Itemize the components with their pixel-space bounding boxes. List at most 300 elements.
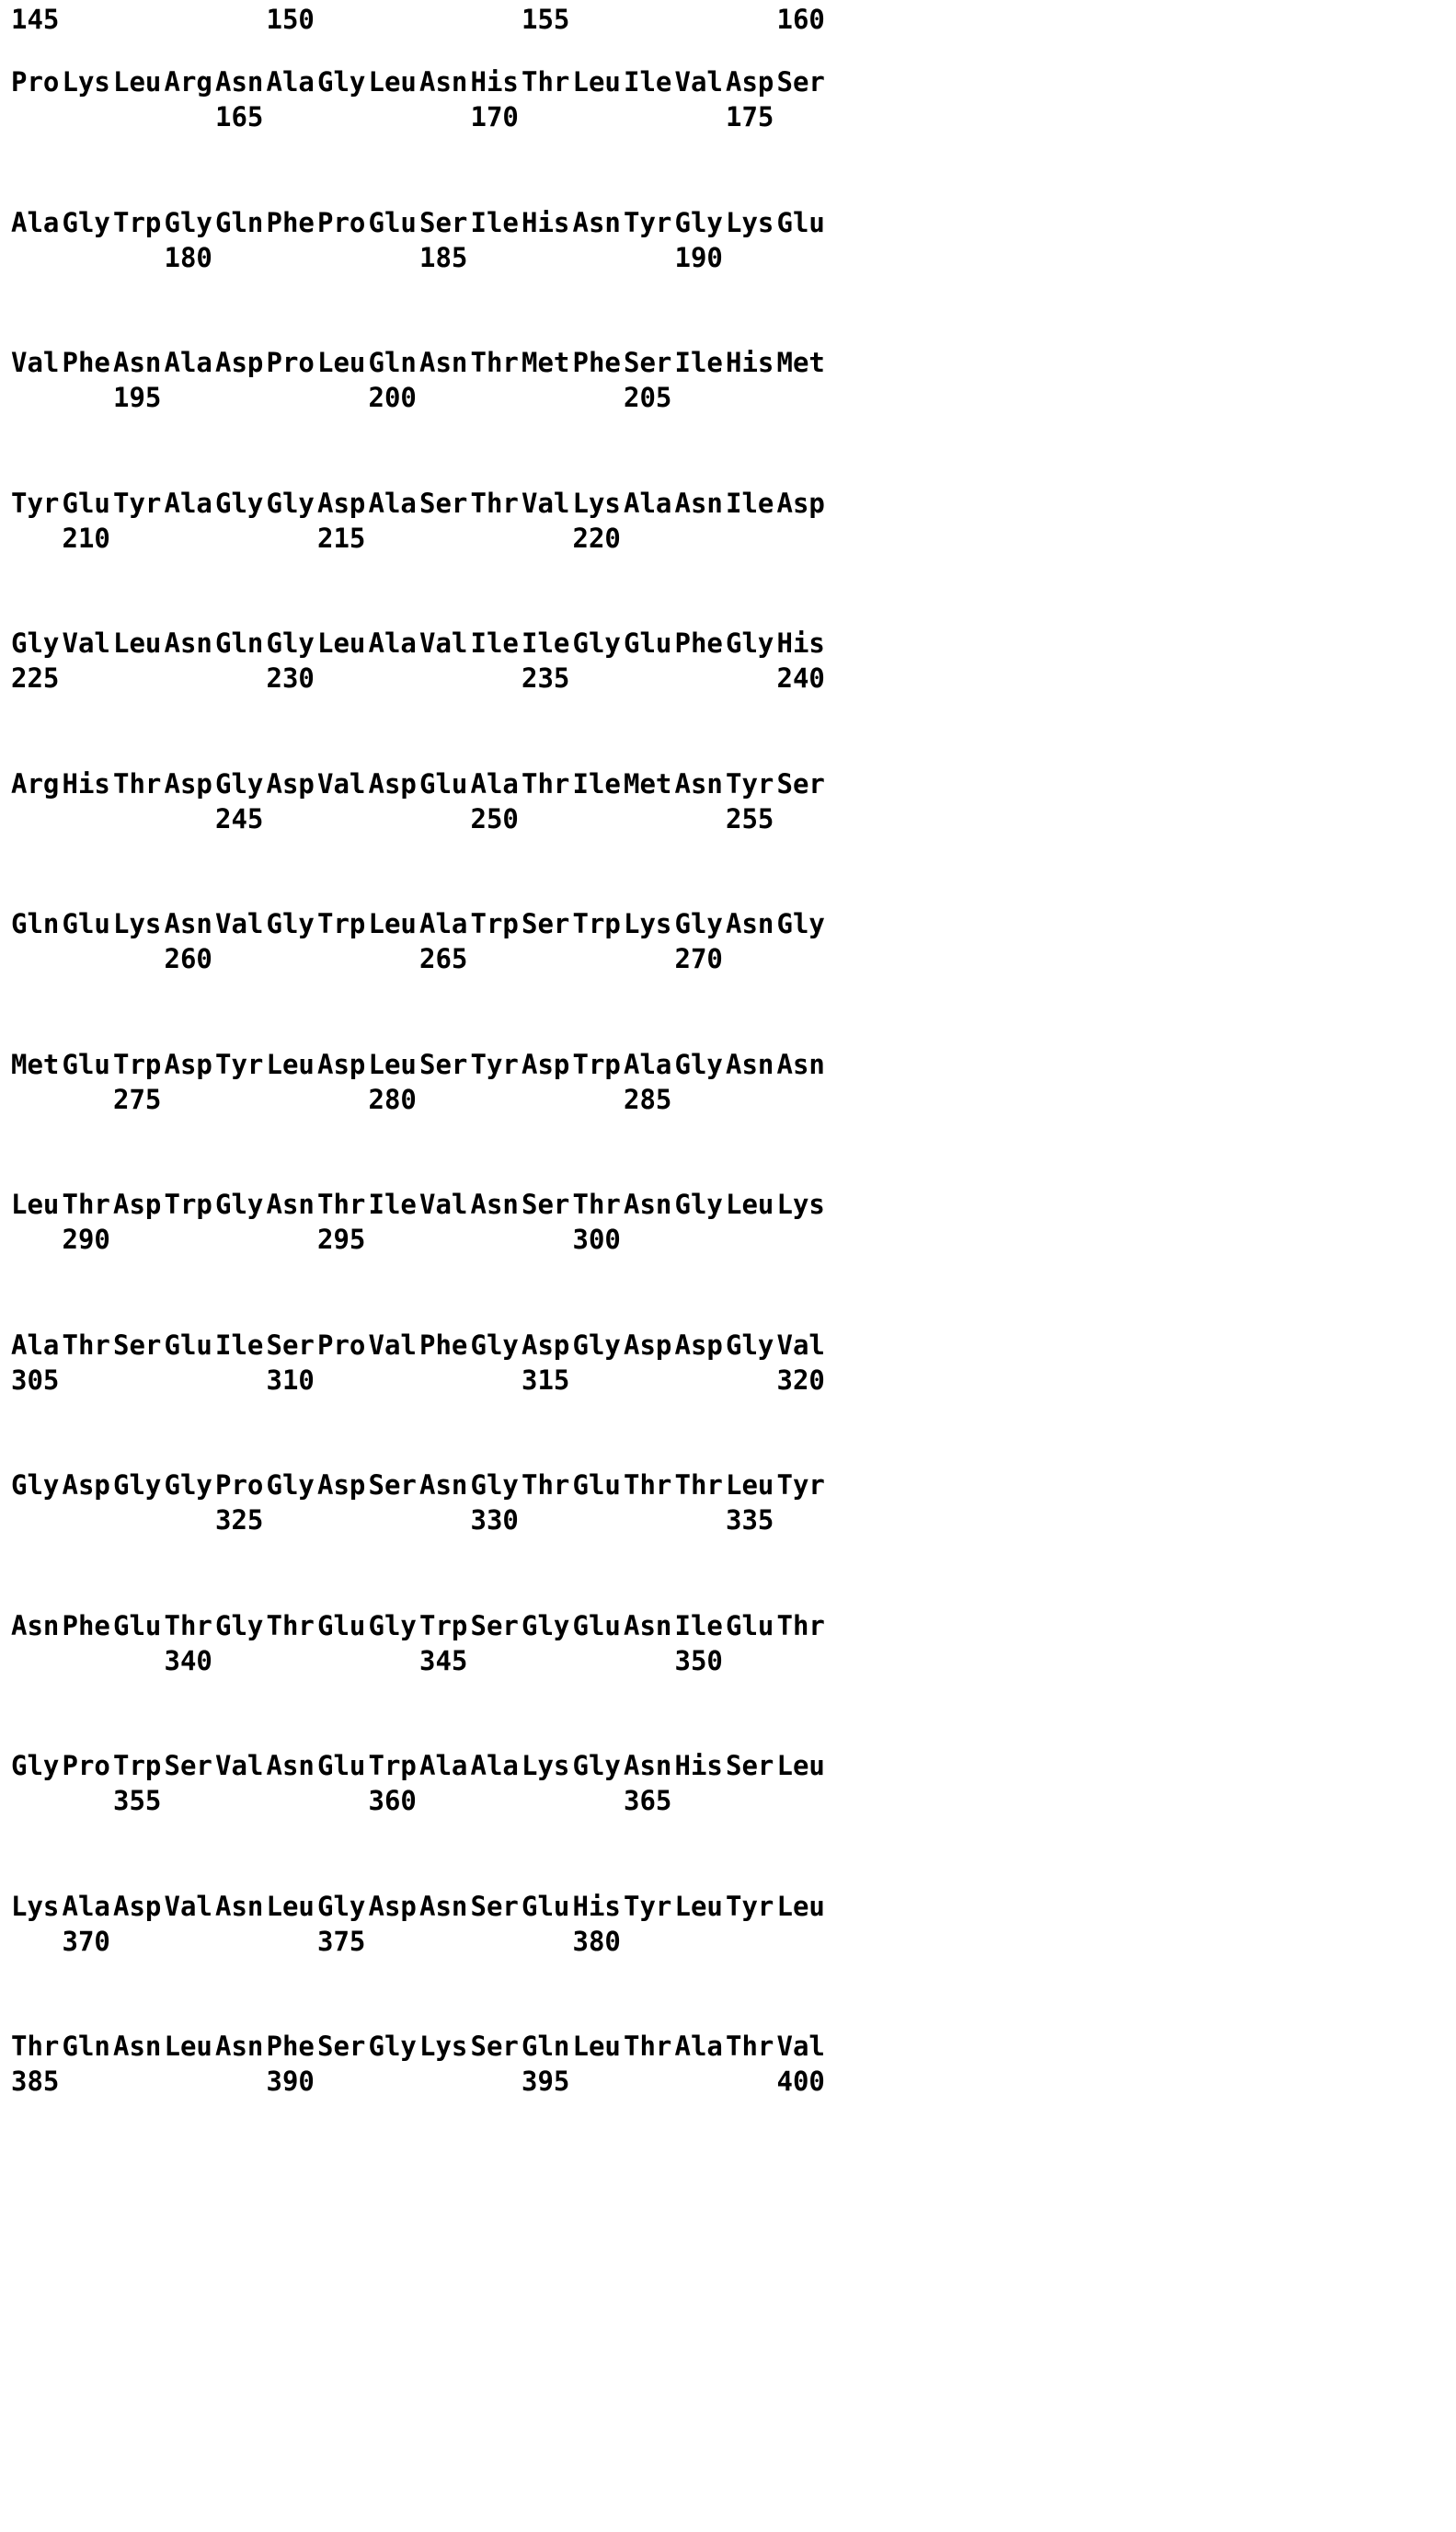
residue: Asn (726, 1048, 774, 1080)
residue: Val (419, 1189, 468, 1220)
residue: Lys (572, 487, 621, 519)
residue: Ile (470, 206, 519, 238)
residue: Gly (572, 1750, 621, 1781)
residue: Asp (522, 1048, 570, 1080)
residue: Gly (368, 1609, 417, 1641)
residue: His (572, 1890, 621, 1922)
residue: Ile (674, 1609, 723, 1641)
residue: Asn (215, 66, 264, 98)
residue: Gly (674, 206, 723, 238)
residue: Gly (11, 1750, 60, 1781)
position-number: 285 (624, 1083, 672, 1115)
residue: Asn (624, 1189, 672, 1220)
residue: Asn (164, 908, 212, 939)
residue: Ile (674, 347, 723, 378)
residue: Asn (624, 1750, 672, 1781)
residue: Thr (624, 1469, 672, 1501)
residue: Glu (62, 908, 110, 939)
residue: Glu (317, 1609, 366, 1641)
residue: Ile (470, 627, 519, 659)
residue: Asp (368, 1890, 417, 1922)
residue: Asn (419, 1469, 468, 1501)
residue: Asp (164, 1048, 212, 1080)
residue: Asp (113, 1890, 162, 1922)
residue: Thr (522, 66, 570, 98)
residue: Ala (419, 1750, 468, 1781)
position-number: 280 (368, 1083, 417, 1115)
sequence-line (0, 627, 1456, 694)
residue: Leu (113, 66, 162, 98)
residue: Thr (522, 1469, 570, 1501)
sequence-line (0, 908, 1456, 974)
residue: Val (776, 2031, 825, 2062)
residue: Thr (266, 1609, 315, 1641)
residue: Tyr (215, 1048, 264, 1080)
residue: Asp (317, 487, 366, 519)
residue: Lys (726, 206, 774, 238)
residue: Phe (266, 206, 315, 238)
position-number: 245 (215, 802, 264, 834)
residue: Asp (164, 767, 212, 800)
residue: Ser (522, 908, 570, 939)
position-number: 250 (470, 802, 519, 834)
residue: Asn (470, 1189, 519, 1220)
residue: Ala (624, 1048, 672, 1080)
residue: Gln (522, 2031, 570, 2062)
residue: Glu (522, 1890, 570, 1922)
position-number: 155 (522, 4, 570, 35)
residue: Leu (776, 1890, 825, 1922)
residue: Ser (113, 1329, 162, 1361)
residue: Val (674, 66, 723, 98)
residue: Val (215, 1750, 264, 1781)
residue: Glu (419, 767, 468, 800)
residue: Leu (317, 347, 366, 378)
residue: Glu (368, 206, 417, 238)
residue: Trp (317, 908, 366, 939)
residue: Ile (726, 487, 774, 519)
residue: Trp (113, 1048, 162, 1080)
residue: Ser (317, 2031, 366, 2062)
position-number: 350 (674, 1644, 723, 1676)
residue: Gly (62, 206, 110, 238)
residue: His (726, 347, 774, 378)
residue: His (470, 66, 519, 98)
residue: Asp (674, 1329, 723, 1361)
position-number: 255 (726, 802, 774, 834)
residue: Gly (522, 1609, 570, 1641)
residue: Glu (624, 627, 672, 659)
position-number: 220 (572, 522, 621, 554)
residue: Val (419, 627, 468, 659)
residue: Gly (164, 206, 212, 238)
position-number: 390 (266, 2066, 315, 2097)
residue: Leu (317, 627, 366, 659)
residue: Val (164, 1890, 212, 1922)
residue: Ile (215, 1329, 264, 1361)
residue: Gly (368, 2031, 417, 2062)
residue: Leu (726, 1189, 774, 1220)
position-number: 215 (317, 522, 366, 554)
residue: Gly (11, 1469, 60, 1501)
position-number: 235 (522, 662, 570, 694)
position-number: 300 (572, 1224, 621, 1255)
residue: Arg (164, 66, 212, 98)
residue: Ile (572, 767, 621, 800)
position-number: 345 (419, 1644, 468, 1676)
residue: Gln (62, 2031, 110, 2062)
residue: Pro (215, 1469, 264, 1501)
residue: Met (624, 767, 672, 800)
residue: Leu (164, 2031, 212, 2062)
residue: Ala (62, 1890, 110, 1922)
residue: Gln (215, 627, 264, 659)
residue: His (674, 1750, 723, 1781)
residue: Gly (674, 908, 723, 939)
residue: Ala (624, 487, 672, 519)
residue: Gly (11, 627, 60, 659)
residue: Leu (368, 908, 417, 939)
residue: Gly (470, 1469, 519, 1501)
residue: Thr (674, 1469, 723, 1501)
residue: Phe (62, 347, 110, 378)
residue: Asn (266, 1189, 315, 1220)
residue: Ala (470, 1750, 519, 1781)
residue: Val (11, 347, 60, 378)
position-number: 165 (215, 101, 264, 132)
residue: Lys (11, 1890, 60, 1922)
position-number: 225 (11, 662, 60, 694)
residue: Trp (572, 908, 621, 939)
residue: Val (522, 487, 570, 519)
residue: Leu (11, 1189, 60, 1220)
position-number: 160 (776, 4, 825, 35)
residue: Trp (572, 1048, 621, 1080)
residue: Lys (419, 2031, 468, 2062)
residue: Leu (674, 1890, 723, 1922)
residue: Leu (266, 1048, 315, 1080)
residue: Asp (624, 1329, 672, 1361)
residue: Thr (11, 2031, 60, 2062)
residue: Val (317, 767, 366, 800)
residue: Glu (113, 1609, 162, 1641)
residue: Tyr (776, 1469, 825, 1501)
position-number: 185 (419, 241, 468, 273)
position-number: 240 (776, 662, 825, 694)
residue: Gly (470, 1329, 519, 1361)
residue: Asp (776, 487, 825, 519)
residue: Ser (726, 1750, 774, 1781)
residue: Pro (62, 1750, 110, 1781)
sequence-line (0, 206, 1456, 273)
residue: Thr (726, 2031, 774, 2062)
residue: Asp (215, 347, 264, 378)
position-number: 195 (113, 382, 162, 413)
residue: Tyr (113, 487, 162, 519)
position-number: 340 (164, 1644, 212, 1676)
residue: Ser (470, 2031, 519, 2062)
residue: Leu (572, 66, 621, 98)
residue: Ser (522, 1189, 570, 1220)
residue: Thr (113, 767, 162, 800)
position-number: 145 (11, 4, 60, 35)
position-number: 260 (164, 943, 212, 974)
residue: Leu (368, 66, 417, 98)
residue: Gly (317, 66, 366, 98)
residue: Glu (164, 1329, 212, 1361)
residue: Glu (572, 1469, 621, 1501)
residue: Ala (164, 347, 212, 378)
residue: Glu (62, 487, 110, 519)
residue: Asn (674, 767, 723, 800)
residue: Pro (266, 347, 315, 378)
position-number: 295 (317, 1224, 366, 1255)
residue: Asn (419, 66, 468, 98)
position-number: 205 (624, 382, 672, 413)
residue: Gly (726, 627, 774, 659)
residue: Gln (368, 347, 417, 378)
residue: Ala (11, 1329, 60, 1361)
position-number: 265 (419, 943, 468, 974)
sequence-line (0, 1189, 1456, 1255)
residue: Ser (419, 487, 468, 519)
residue: Asn (113, 347, 162, 378)
residue: Met (11, 1048, 60, 1080)
residue: Asn (624, 1609, 672, 1641)
residue: Asn (215, 1890, 264, 1922)
position-number: 360 (368, 1785, 417, 1816)
position-number: 290 (62, 1224, 110, 1255)
residue: Asn (776, 1048, 825, 1080)
residue: Gly (674, 1048, 723, 1080)
residue: Asp (317, 1469, 366, 1501)
position-number: 385 (11, 2066, 60, 2097)
position-number: 230 (266, 662, 315, 694)
residue: Met (522, 347, 570, 378)
residue: Gly (726, 1329, 774, 1361)
position-number: 395 (522, 2066, 570, 2097)
position-number: 200 (368, 382, 417, 413)
residue: Ser (470, 1609, 519, 1641)
residue: Tyr (624, 1890, 672, 1922)
residue: Gly (266, 487, 315, 519)
position-number: 365 (624, 1785, 672, 1816)
residue: Trp (368, 1750, 417, 1781)
residue: Lys (522, 1750, 570, 1781)
residue: Thr (470, 347, 519, 378)
residue: Gly (572, 627, 621, 659)
residue: Asp (368, 767, 417, 800)
residue: Thr (164, 1609, 212, 1641)
residue: Lys (62, 66, 110, 98)
residue: Gly (215, 487, 264, 519)
residue: Gly (164, 1469, 212, 1501)
residue: Gly (266, 627, 315, 659)
position-number: 270 (674, 943, 723, 974)
sequence-line (0, 1609, 1456, 1676)
position-number: 190 (674, 241, 723, 273)
residue: Gly (215, 767, 264, 800)
residue: Met (776, 347, 825, 378)
residue: Thr (62, 1329, 110, 1361)
residue: Gly (317, 1890, 366, 1922)
residue: Thr (62, 1189, 110, 1220)
position-number: 175 (726, 101, 774, 132)
residue: Ser (266, 1329, 315, 1361)
position-number: 275 (113, 1083, 162, 1115)
residue: Gly (572, 1329, 621, 1361)
residue: Asp (726, 66, 774, 98)
residue: Tyr (11, 487, 60, 519)
residue: Asp (266, 767, 315, 800)
residue: Leu (266, 1890, 315, 1922)
residue: Ala (164, 487, 212, 519)
position-number: 400 (776, 2066, 825, 2097)
residue: Ile (522, 627, 570, 659)
residue: Thr (572, 1189, 621, 1220)
residue: Ser (368, 1469, 417, 1501)
residue: Gly (113, 1469, 162, 1501)
position-number: 315 (522, 1364, 570, 1396)
residue: Thr (470, 487, 519, 519)
residue: Ser (419, 206, 468, 238)
residue: Tyr (470, 1048, 519, 1080)
residue: Asp (113, 1189, 162, 1220)
residue: Gly (266, 908, 315, 939)
residue: Tyr (624, 206, 672, 238)
residue: Asn (215, 2031, 264, 2062)
residue: Gly (776, 908, 825, 939)
residue: Ala (470, 767, 519, 800)
sequence-line (0, 1469, 1456, 1536)
residue: Ala (11, 206, 60, 238)
residue: Lys (624, 908, 672, 939)
residue: Phe (419, 1329, 468, 1361)
residue: Ala (419, 908, 468, 939)
residue: Thr (776, 1609, 825, 1641)
residue: Ser (624, 347, 672, 378)
residue: Trp (470, 908, 519, 939)
residue: Pro (11, 66, 60, 98)
residue: Ala (674, 2031, 723, 2062)
position-number: 330 (470, 1504, 519, 1536)
sequence-line (0, 2031, 1456, 2097)
sequence-line (0, 1750, 1456, 1816)
position-number: 150 (266, 4, 315, 35)
header-number-row (0, 4, 1456, 61)
residue: Leu (572, 2031, 621, 2062)
residue: Asn (419, 1890, 468, 1922)
residue: Ser (419, 1048, 468, 1080)
residue: Phe (674, 627, 723, 659)
position-number: 325 (215, 1504, 264, 1536)
position-number: 320 (776, 1364, 825, 1396)
residue: Glu (776, 206, 825, 238)
residue: Val (776, 1329, 825, 1361)
residue: Leu (368, 1048, 417, 1080)
residue: Gly (215, 1609, 264, 1641)
residue: Asp (522, 1329, 570, 1361)
sequence-line (0, 487, 1456, 554)
position-number: 180 (164, 241, 212, 273)
residue: Arg (11, 767, 60, 800)
residue: Glu (726, 1609, 774, 1641)
position-number: 335 (726, 1504, 774, 1536)
residue: Ser (164, 1750, 212, 1781)
residue: Ser (776, 66, 825, 98)
sequence-line (0, 1048, 1456, 1115)
sequence-line (0, 347, 1456, 413)
residue: Ser (776, 767, 825, 800)
residue: Glu (317, 1750, 366, 1781)
residue: Gly (674, 1189, 723, 1220)
sequence-line (0, 66, 1456, 132)
position-number: 375 (317, 1925, 366, 1957)
residue: His (522, 206, 570, 238)
residue: Trp (164, 1189, 212, 1220)
position-number: 380 (572, 1925, 621, 1957)
residue: Leu (726, 1469, 774, 1501)
position-number: 370 (62, 1925, 110, 1957)
residue: Leu (776, 1750, 825, 1781)
residue: Gln (11, 908, 60, 939)
sequence-line (0, 1329, 1456, 1396)
residue: Asn (572, 206, 621, 238)
residue: Ala (368, 487, 417, 519)
residue: Asn (164, 627, 212, 659)
residue: Leu (113, 627, 162, 659)
residue: Asp (62, 1469, 110, 1501)
position-number: 305 (11, 1364, 60, 1396)
residue: Asn (266, 1750, 315, 1781)
residue: Ala (368, 627, 417, 659)
residue: Val (215, 908, 264, 939)
residue: Pro (317, 1329, 366, 1361)
residue: Trp (113, 1750, 162, 1781)
residue: Ile (368, 1189, 417, 1220)
residue: Ser (470, 1890, 519, 1922)
residue: Gly (215, 1189, 264, 1220)
residue: Lys (113, 908, 162, 939)
residue: Asn (726, 908, 774, 939)
position-number: 170 (470, 101, 519, 132)
residue: Phe (266, 2031, 315, 2062)
residue: Trp (113, 206, 162, 238)
residue: Ile (624, 66, 672, 98)
sequence-line (0, 1890, 1456, 1957)
position-number: 310 (266, 1364, 315, 1396)
residue: Phe (572, 347, 621, 378)
residue: Tyr (726, 767, 774, 800)
residue: Asp (317, 1048, 366, 1080)
residue: His (62, 767, 110, 800)
residue: Pro (317, 206, 366, 238)
residue: Glu (62, 1048, 110, 1080)
residue: Asn (674, 487, 723, 519)
residue: Tyr (726, 1890, 774, 1922)
position-number: 210 (62, 522, 110, 554)
residue: Gln (215, 206, 264, 238)
residue: Asn (11, 1609, 60, 1641)
residue: Glu (572, 1609, 621, 1641)
residue: Lys (776, 1189, 825, 1220)
residue: Val (368, 1329, 417, 1361)
residue: Asn (419, 347, 468, 378)
residue: His (776, 627, 825, 659)
residue: Ala (266, 66, 315, 98)
residue: Asn (113, 2031, 162, 2062)
sequence-line (0, 767, 1456, 834)
